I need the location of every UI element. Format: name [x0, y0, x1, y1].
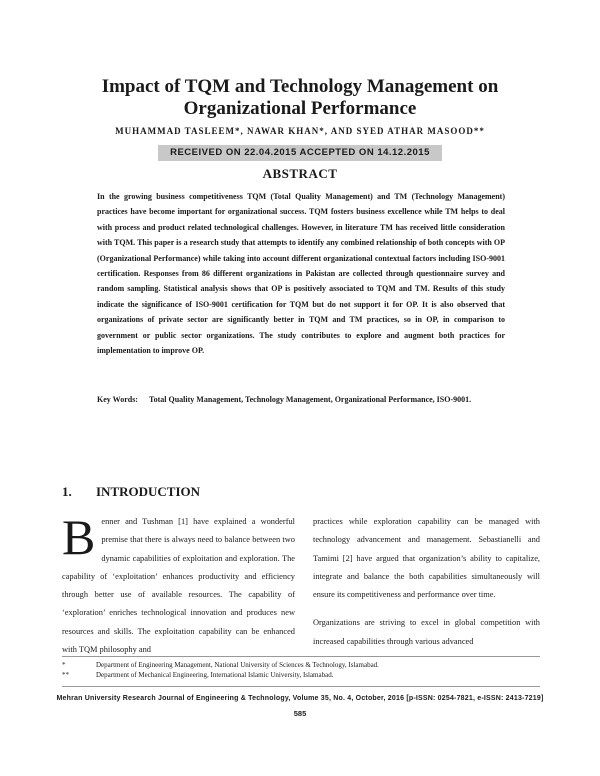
- paper-title: Impact of TQM and Technology Management on Organizational Performance: [101, 76, 499, 119]
- keywords-label: Key Words:: [97, 395, 138, 404]
- footnote-mark: **: [62, 671, 69, 679]
- author-list: MUHAMMAD TASLEEM*, NAWAR KHAN*, AND SYED ATHAR MASOOD**: [115, 126, 485, 136]
- journal-divider: [62, 686, 540, 687]
- footnote-1: [62, 660, 540, 670]
- section-title: INTRODUCTION: [96, 484, 201, 499]
- abstract-heading: ABSTRACT: [262, 166, 338, 181]
- drop-cap: B: [62, 509, 96, 565]
- footnote-divider: [62, 656, 540, 657]
- abstract-text: In the growing business competitiveness TQM (Total Quality Management) and TM (Technology Management) practices have become important for organizational success. TQM fosters business excellence while TM helps to deal with process and product related technological challenges. However, in literature TM has received little consideration with TQM. This paper is a research study that attempts to identify any combined relationship of both concepts with OP (Organizational Performance) while taking into account different organizational contextual factors including ISO-9001 certification. Responses from 86 different organizations in Pakistan are collected through questionnaire survey and random sampling. Statistical analysis shows that OP is positively associated to TQM and TM. Results of this study indicate the significance of ISO-9001 certification for TQM but do not support it for OP. It is also observed that organizations of private sector are significantly better in TQM and TM practices, so in OP, in comparison to government or public sector organizations. The study contributes to explore and augment both practices for implementation to improve OP.: [97, 192, 505, 356]
- footnote-text: Department of Mechanical Engineering, International Islamic University, Islamabad.: [96, 671, 334, 679]
- page-number: 585: [293, 709, 307, 718]
- section-heading: [62, 484, 200, 500]
- received-date-banner: RECEIVED ON 22.04.2015 ACCEPTED ON 14.12.2015: [158, 145, 442, 161]
- intro-left-column: [62, 509, 295, 659]
- journal-citation: Mehran University Research Journal of Engineering & Technology, Volume 35, No. 4, October, 2016 [p-ISSN: 0254-7821, e-ISSN: 2413-7219]: [56, 695, 544, 702]
- keywords-text: Total Quality Management, Technology Management, Organizational Performance, ISO-9001.: [149, 395, 472, 404]
- footnote-mark: *: [62, 661, 66, 669]
- intro-right-paragraph-2: Organizations are striving to excel in global competition with increased capabilities through various advanced: [313, 618, 540, 646]
- keywords: [97, 392, 505, 407]
- footnote-text: Department of Engineering Management, National University of Sciences & Technology, Islamabad.: [96, 661, 379, 669]
- intro-right-column: [313, 513, 540, 661]
- footnote-2: [62, 670, 540, 680]
- section-number: 1.: [62, 484, 72, 499]
- intro-right-paragraph-1: practices while exploration capability can be managed with technology advancement and management. Sebastianelli and Tamimi [2] have argued that organization’s ability to capitalize, integrate and balance the both capabilities simultaneously will ensure its competitiveness and performance over time.: [313, 517, 540, 600]
- intro-left-paragraph: enner and Tushman [1] have explained a wonderful premise that there is always need to balance between two dynamic capabilities of exploitation and exploration. The capability of ‘exploitation’ enhances productivity and efficiency through better use of available resources. The capability of ‘exploration’ enriches technological innovation and produces new resources and skills. The exploitation capability can be enhanced with TQM philosophy and: [62, 517, 295, 655]
